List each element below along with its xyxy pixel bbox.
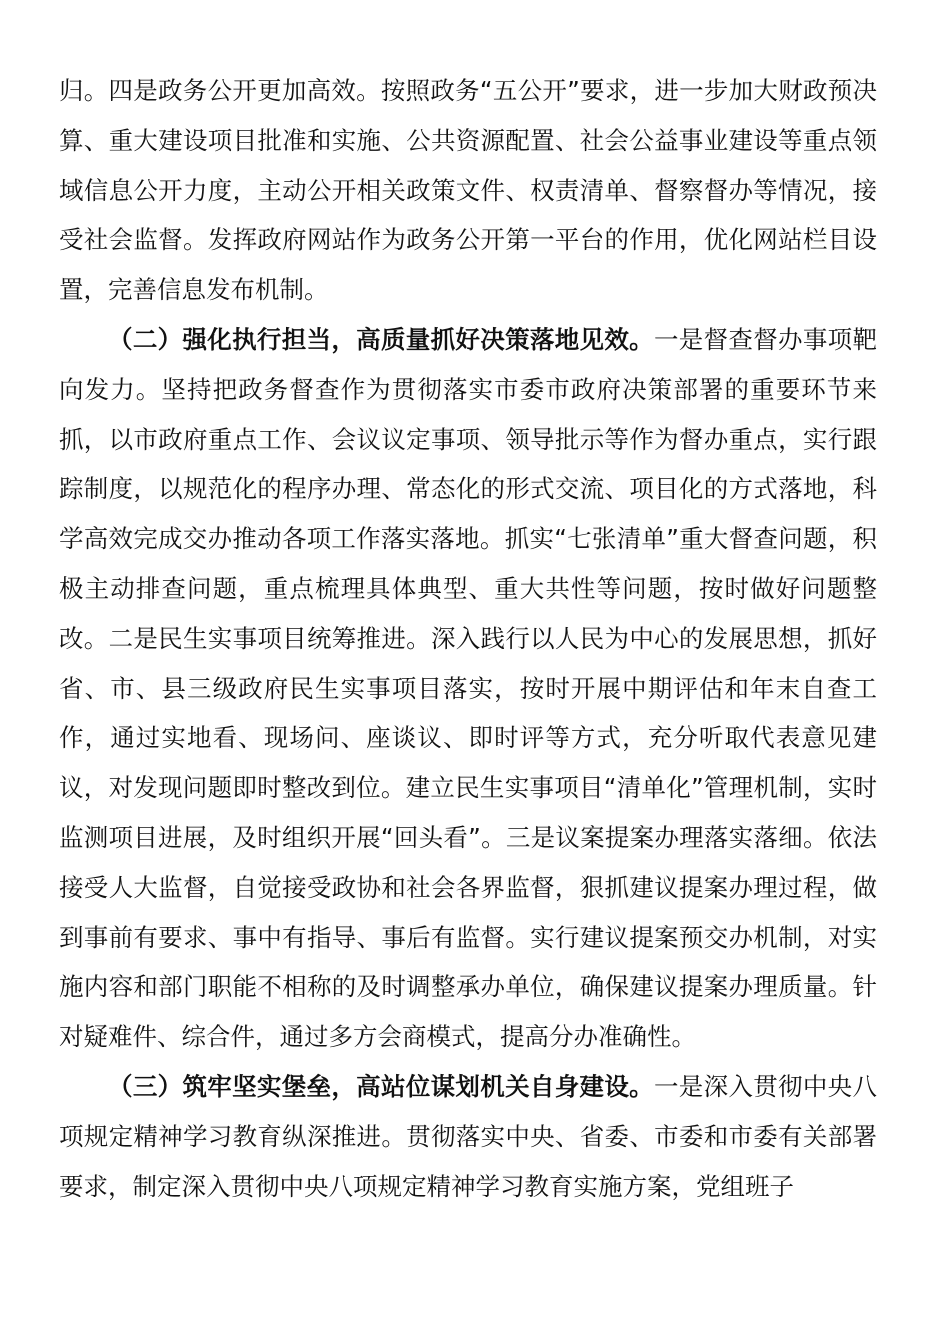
- document-body: [59, 66, 877, 1211]
- paragraph-2-heading: （二）强化执行担当，高质量抓好决策落地见效。: [108, 324, 654, 354]
- paragraph-2: [59, 315, 877, 1062]
- paragraph-1-text: 归。四是政务公开更加高效。按照政务“五公开”要求，进一步加大财政预决算、重大建设项目批准和实施、公共资源配置、社会公益事业建设等重点领域信息公开力度，主动公开相关政策文件、权责清单、督察督办等情况，接受社会监督。发挥政府网站作为政务公开第一平台的作用，优化网站栏目设置，完善信息发布机制。: [59, 76, 877, 305]
- paragraph-3-heading: （三）筑牢坚实堡垒，高站位谋划机关自身建设。: [108, 1071, 654, 1101]
- paragraph-3: [59, 1062, 877, 1211]
- paragraph-2-text: 一是督查督办事项靶向发力。坚持把政务督查作为贯彻落实市委市政府决策部署的重要环节来抓，以市政府重点工作、会议议定事项、领导批示等作为督办重点，实行跟踪制度，以规范化的程序办理、常态化的形式交流、项目化的方式落地，科学高效完成交办推动各项工作落实落地。抓实“七张清单”重大督查问题，积极主动排查问题，重点梳理具体典型、重大共性等问题，按时做好问题整改。二是民生实事项目统筹推进。深入践行以人民为中心的发展思想，抓好省、市、县三级政府民生实事项目落实，按时开展中期评估和年末自查工作，通过实地看、现场问、座谈议、即时评等方式，充分听取代表意见建议，对发现问题即时整改到位。建立民生实事项目“清单化”管理机制，实时监测项目进展，及时组织开展“回头看”。三是议案提案办理落实落细。依法接受人大监督，自觉接受政协和社会各界监督，狠抓建议提案办理过程，做到事前有要求、事中有指导、事后有监督。实行建议提案预交办机制，对实施内容和部门职能不相称的及时调整承办单位，确保建议提案办理质量。针对疑难件、综合件，通过多方会商模式，提高分办准确性。: [59, 324, 878, 1052]
- paragraph-3-text: 一是深入贯彻中央八项规定精神学习教育纵深推进。贯彻落实中央、省委、市委和市委有关部署要求，制定深入贯彻中央八项规定精神学习教育实施方案，党组班子: [59, 1071, 878, 1201]
- paragraph-1: [59, 66, 877, 315]
